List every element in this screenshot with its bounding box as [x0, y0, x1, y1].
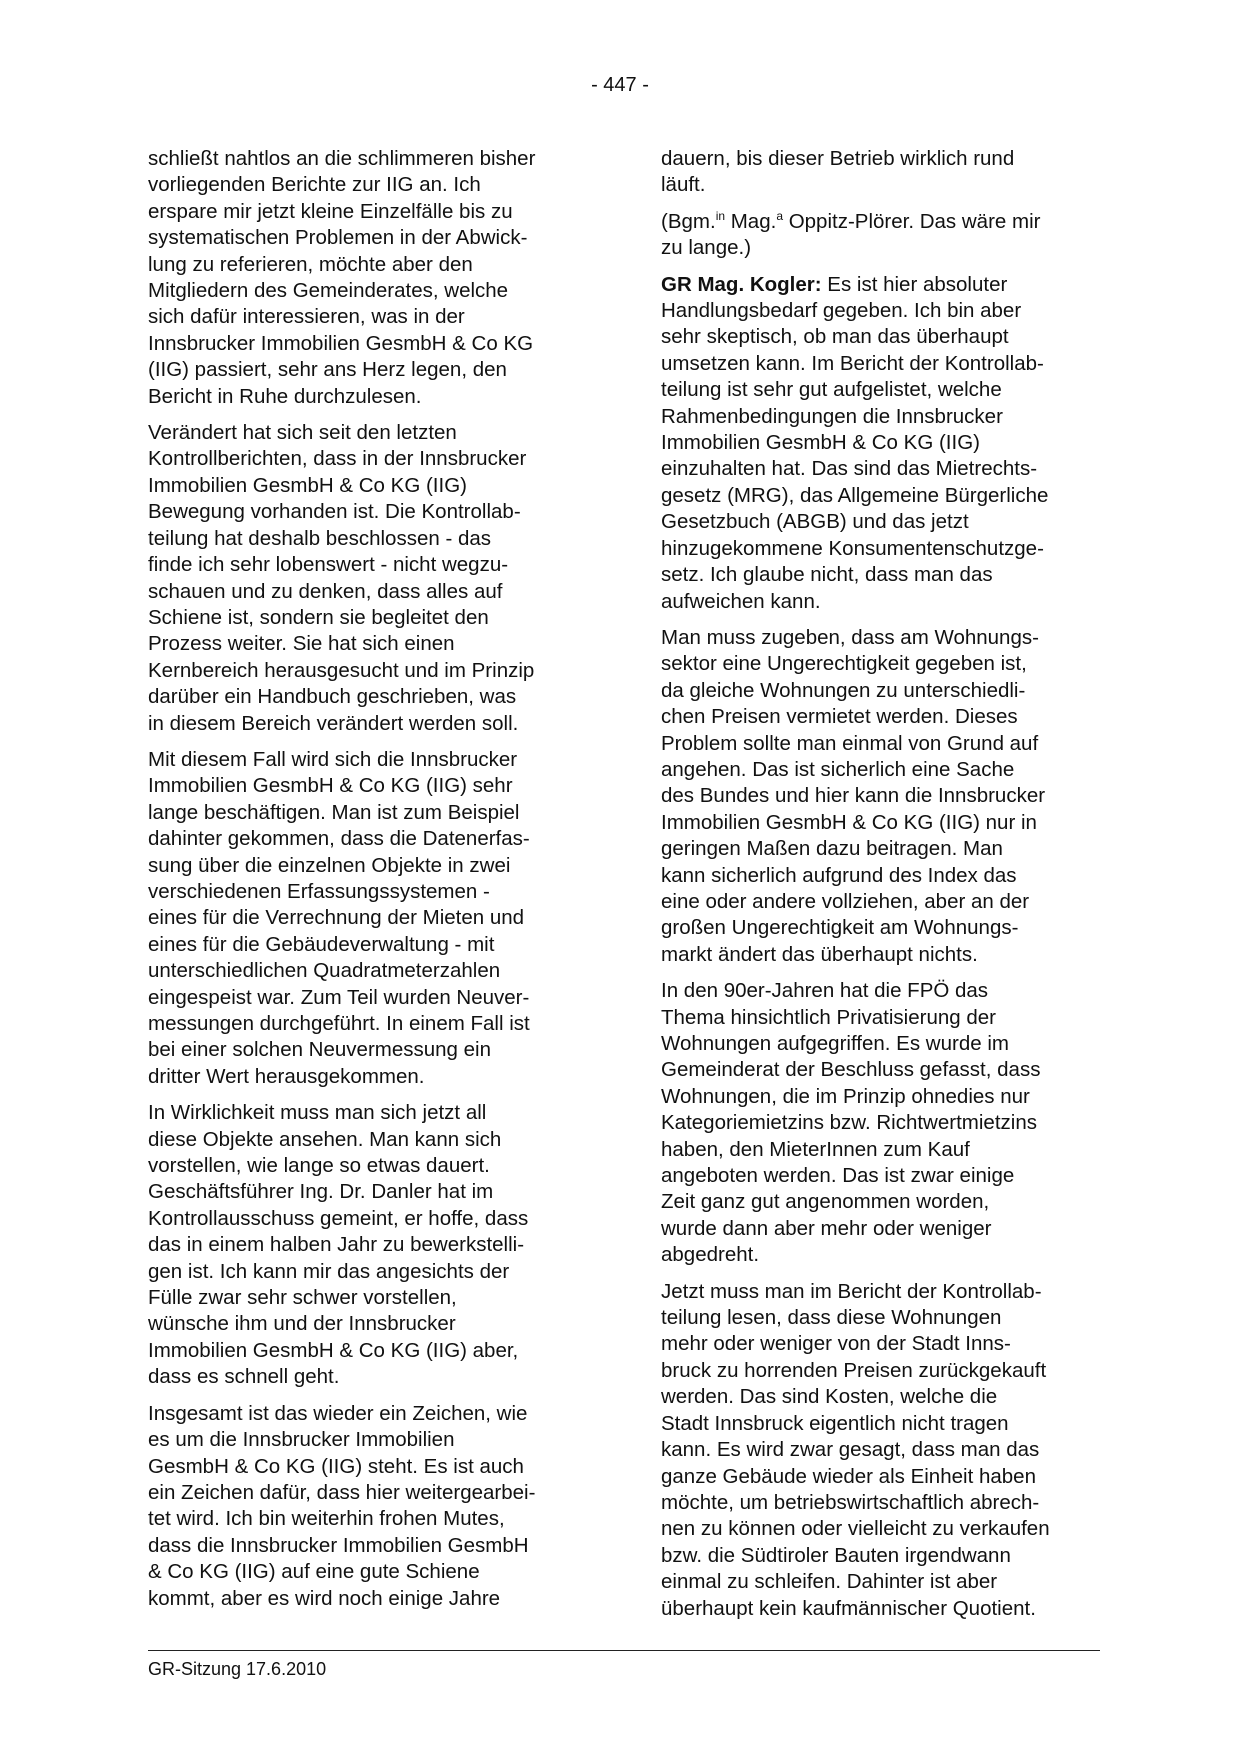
text-line: dahinter gekommen, dass die Datenerfas-: [148, 827, 530, 851]
text-line: das in einem halben Jahr zu bewerkstelli-: [148, 1233, 525, 1257]
text-line: In den 90er-Jahren hat die FPÖ das: [661, 979, 989, 1003]
text-line: Mitgliedern des Gemeinderates, welche: [148, 279, 509, 303]
text-line: Insgesamt ist das wieder ein Zeichen, wie: [148, 1401, 528, 1425]
text-line: gesetz (MRG), das Allgemeine Bürgerliche: [661, 483, 1049, 507]
text-line: darüber ein Handbuch geschrieben, was: [148, 685, 517, 709]
text-line: ganze Gebäude wieder als Einheit haben: [661, 1464, 1036, 1488]
text-line: Man muss zugeben, dass am Wohnungs-: [661, 625, 1039, 649]
text-line: dass es schnell geht.: [148, 1365, 340, 1389]
text-line: teilung hat deshalb beschlossen - das: [148, 526, 492, 550]
text-line: einmal zu schleifen. Dahinter ist aber: [661, 1570, 998, 1594]
text-line: Stadt Innsbruck eigentlich nicht tragen: [661, 1411, 1009, 1435]
text-line: erspare mir jetzt kleine Einzelfälle bis zu: [148, 199, 513, 223]
text-line: Immobilien GesmbH & Co KG (IIG) sehr: [148, 774, 513, 798]
text-line: einzuhalten hat. Das sind das Mietrechts-: [661, 457, 1038, 481]
text-line: Bewegung vorhanden ist. Die Kontrollab-: [148, 500, 521, 524]
text-line: Prozess weiter. Sie hat sich einen: [148, 632, 455, 656]
text-line: eine oder andere vollziehen, aber an der: [661, 889, 1030, 913]
text-line: teilung ist sehr gut aufgelistet, welche: [661, 378, 1002, 402]
text-line: da gleiche Wohnungen zu unterschiedli-: [661, 678, 1026, 702]
text-line: Geschäftsführer Ing. Dr. Danler hat im: [148, 1180, 494, 1204]
text-line: Gemeinderat der Beschluss gefasst, dass: [661, 1058, 1041, 1082]
superscript-a: a: [776, 208, 783, 223]
text-line: kommt, aber es wird noch einige Jahre: [148, 1586, 501, 1610]
text-line: Rahmenbedingungen die Innsbrucker: [661, 404, 1003, 428]
paragraph: [661, 146, 1099, 199]
text-line: (IIG) passiert, sehr ans Herz legen, den: [148, 358, 507, 382]
text-line: Gesetzbuch (ABGB) und das jetzt: [661, 510, 969, 534]
paragraph: [661, 978, 1099, 1268]
text-line: Bericht in Ruhe durchzulesen.: [148, 384, 422, 408]
superscript-in: in: [715, 208, 726, 223]
text-line: geringen Maßen dazu beitragen. Man: [661, 837, 1003, 861]
text-line: bzw. die Südtiroler Bauten irgendwann: [661, 1543, 1011, 1567]
interjection: [661, 209, 1099, 262]
text-line: chen Preisen vermietet werden. Dieses: [661, 705, 1018, 729]
text-line: bei einer solchen Neuvermessung ein: [148, 1038, 492, 1062]
speech-paragraph: [661, 272, 1099, 615]
text-line: unterschiedlichen Quadratmeterzahlen: [148, 959, 501, 983]
footer-divider: [148, 1650, 1100, 1651]
text-line: sehr skeptisch, ob man das überhaupt: [661, 325, 1009, 349]
footer-session-date: GR-Sitzung 17.6.2010: [148, 1659, 327, 1679]
text-line: schauen und zu denken, dass alles auf: [148, 579, 503, 603]
text-line: dauern, bis dieser Betrieb wirklich rund: [661, 147, 1015, 170]
text-line: Immobilien GesmbH & Co KG (IIG) nur in: [661, 810, 1037, 834]
text-line: & Co KG (IIG) auf eine gute Schiene: [148, 1560, 480, 1584]
text-line: eingespeist war. Zum Teil wurden Neuver-: [148, 985, 530, 1009]
text-line: lung zu referieren, möchte aber den: [148, 252, 473, 276]
text-line: setz. Ich glaube nicht, dass man das: [661, 563, 993, 587]
text-line: wurde dann aber mehr oder weniger: [661, 1216, 992, 1240]
text-line: sektor eine Ungerechtigkeit gegeben ist,: [661, 652, 1027, 676]
text-line: teilung lesen, dass diese Wohnungen: [661, 1306, 1002, 1330]
text-line: messungen durchgeführt. In einem Fall ist: [148, 1012, 530, 1035]
text-line: vorstellen, wie lange so etwas dauert.: [148, 1154, 490, 1178]
text-line: es um die Innsbrucker Immobilien: [148, 1428, 455, 1452]
right-column: [661, 146, 1099, 1622]
text-line: in diesem Bereich verändert werden soll.: [148, 711, 519, 735]
text-line: kann. Es wird zwar gesagt, dass man das: [661, 1438, 1040, 1462]
interjection-line: (Bgm.$^{in}$ Mag.$^a$ Oppitz-Plörer. Das wäre mir: [661, 208, 1041, 233]
text-line: Wohnungen, die im Prinzip ohnedies nur: [661, 1084, 1030, 1108]
text-line: eines für die Verrechnung der Mieten und: [148, 906, 525, 930]
text-line: dritter Wert herausgekommen.: [148, 1064, 425, 1088]
text-line: möchte, um betriebswirtschaftlich abrech-: [661, 1490, 1040, 1514]
text-line: finde ich sehr lobenswert - nicht wegzu-: [148, 553, 509, 577]
text-line: aufweichen kann.: [661, 589, 821, 613]
paragraph: [148, 747, 586, 1090]
text-line: Kontrollausschuss gemeint, er hoffe, dass: [148, 1206, 529, 1230]
paragraph: [148, 146, 586, 410]
paragraph: [661, 1279, 1099, 1622]
text-line: GesmbH & Co KG (IIG) steht. Es ist auch: [148, 1454, 524, 1478]
text-line: schließt nahtlos an die schlimmeren bisher: [148, 147, 536, 170]
text-line: Problem sollte man einmal von Grund auf: [661, 731, 1039, 755]
text-line: tet wird. Ich bin weiterhin frohen Mutes,: [148, 1507, 505, 1531]
text-line: Immobilien GesmbH & Co KG (IIG): [148, 473, 467, 497]
paragraph: [661, 625, 1099, 968]
text-line: großen Ungerechtigkeit am Wohnungs-: [661, 916, 1019, 940]
text-line: Kontrollberichten, dass in der Innsbrucker: [148, 447, 527, 471]
text-line: Schiene ist, sondern sie begleitet den: [148, 605, 489, 629]
text-line: diese Objekte ansehen. Man kann sich: [148, 1127, 502, 1151]
text-line: lange beschäftigen. Man ist zum Beispiel: [148, 800, 520, 824]
text-line: Wohnungen aufgegriffen. Es wurde im: [661, 1032, 1009, 1055]
text-line: Zeit ganz gut angenommen worden,: [661, 1190, 990, 1214]
text-line: Kategoriemietzins bzw. Richtwertmietzins: [661, 1111, 1037, 1135]
text-line: verschiedenen Erfassungssystemen -: [148, 879, 490, 903]
text-line: Jetzt muss man im Bericht der Kontrollab-: [661, 1279, 1042, 1303]
text-line: kann sicherlich aufgrund des Index das: [661, 863, 1017, 887]
text-line: gen ist. Ich kann mir das angesichts der: [148, 1259, 510, 1283]
text-line: In Wirklichkeit muss man sich jetzt all: [148, 1101, 487, 1125]
text-line: Kernbereich herausgesucht und im Prinzip: [148, 658, 535, 682]
text-line: läuft.: [661, 173, 706, 197]
text-line: umsetzen kann. Im Bericht der Kontrollab-: [661, 351, 1044, 375]
text-line: dass die Innsbrucker Immobilien GesmbH: [148, 1533, 529, 1557]
left-column: [148, 146, 586, 1612]
text-line: des Bundes und hier kann die Innsbrucker: [661, 784, 1046, 808]
text-line: Mit diesem Fall wird sich die Innsbrucker: [148, 747, 518, 771]
text-line: systematischen Problemen in der Abwick-: [148, 226, 528, 250]
text-line: wünsche ihm und der Innsbrucker: [148, 1312, 456, 1336]
text-line: markt ändert das überhaupt nichts.: [661, 942, 978, 966]
text-line: Fülle zwar sehr schwer vorstellen,: [148, 1286, 457, 1310]
speaker-name: GR Mag. Kogler:: [661, 272, 822, 296]
paragraph: [148, 1401, 586, 1612]
text-line: Immobilien GesmbH & Co KG (IIG) aber,: [148, 1338, 519, 1362]
text-line: nen zu können oder vielleicht zu verkaufen: [661, 1517, 1050, 1541]
speech-body: [661, 298, 1099, 615]
text-line: werden. Das sind Kosten, welche die: [661, 1385, 998, 1409]
text-line: Verändert hat sich seit den letzten: [148, 421, 457, 445]
text-line: sich dafür interessieren, was in der: [148, 305, 465, 329]
paragraph: [148, 1100, 586, 1390]
text-line: hinzugekommene Konsumentenschutzge-: [661, 536, 1044, 560]
text-line: überhaupt kein kaufmännischer Quotient.: [661, 1596, 1036, 1620]
text-line: sung über die einzelnen Objekte in zwei: [148, 853, 511, 877]
text-line: Innsbrucker Immobilien GesmbH & Co KG: [148, 331, 534, 355]
text-line: Thema hinsichtlich Privatisierung der: [661, 1005, 996, 1029]
text-line: mehr oder weniger von der Stadt Inns-: [661, 1332, 1011, 1356]
text-line: bruck zu horrenden Preisen zurückgekauft: [661, 1358, 1047, 1382]
paragraph: [148, 420, 586, 737]
text-line: abgedreht.: [661, 1243, 760, 1267]
text-line: ein Zeichen dafür, dass hier weitergearbei-: [148, 1480, 536, 1504]
text-line: Immobilien GesmbH & Co KG (IIG): [661, 431, 980, 455]
text-line: vorliegenden Berichte zur IIG an. Ich: [148, 173, 481, 197]
text-line: haben, den MieterInnen zum Kauf: [661, 1137, 970, 1161]
text-line: eines für die Gebäudeverwaltung - mit: [148, 932, 495, 956]
text-line: angehen. Das ist sicherlich eine Sache: [661, 757, 1015, 781]
text-line: Handlungsbedarf gegeben. Ich bin aber: [661, 299, 1022, 323]
speech-opening-line: GR Mag. Kogler: Es ist hier absoluter: [661, 272, 1008, 296]
text-line: angeboten werden. Das ist zwar einige: [661, 1164, 1015, 1188]
interjection-line: zu lange.): [661, 236, 752, 260]
page-number: - 447 -: [591, 74, 649, 96]
